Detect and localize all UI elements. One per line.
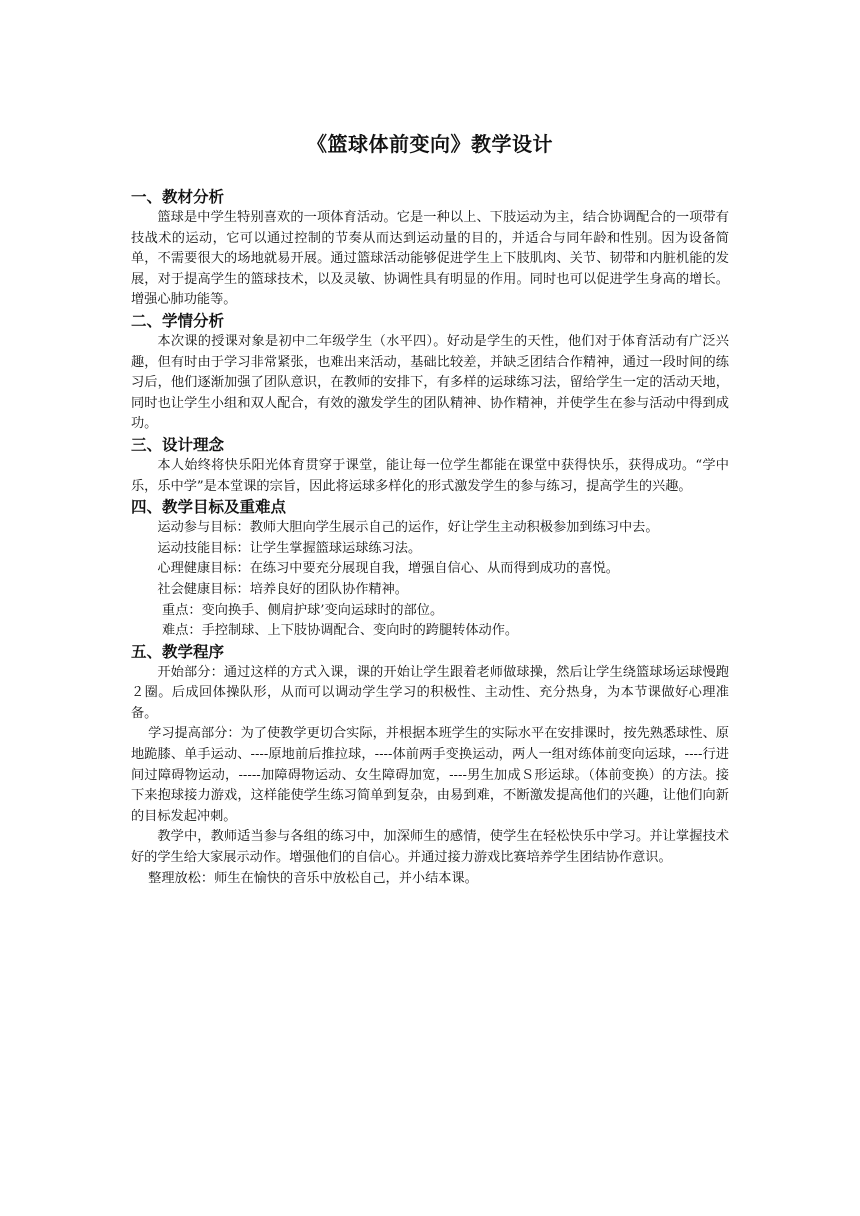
goal-skill: 运动技能目标：让学生掌握篮球运球练习法。 [157, 540, 422, 556]
key-point: 重点：变向换手、侧肩护球’变向运球时的部位。 [162, 602, 444, 618]
document-body [131, 128, 729, 889]
goal-mental-health: 心理健康目标：在练习中要充分展现自我，增强自信心、从而得到成功的喜悦。 [157, 561, 619, 577]
section-heading-student-analysis: 二、学情分析 [131, 311, 225, 330]
goal-participation: 运动参与目标：教师大胆向学生展示自己的运作，好让学生主动积极参加到练习中去。 [157, 520, 659, 536]
procedure-learning-paragraph: 学习提高部分：为了使教学更切合实际，并根据本班学生的实际水平在安排课时，按先熟悉球性、原地跪膝、单手运动、----原地前后推拉球，----体前两手变换运动，两人一组对练体前变向运球，----行进间过障碍物运动，-----加障碍物运动、女生障碍加宽，----男生加成Ｓ形运球。（体前变换）的方法。接下来抱球接力游戏，这样能使学生练习简单到复杂，由易到难，不断激发提高他们的兴趣，让他们向新的目标发起冲刺。 [131, 726, 729, 824]
section-heading-textbook-analysis: 一、教材分析 [131, 188, 225, 206]
difficult-point: 难点：手控制球、上下肢协调配合、变向时的跨腿转体动作。 [162, 623, 519, 639]
student-analysis-paragraph: 本次课的授课对象是初中二年级学生（水平四）。好动是学生的天性，他们对于体育活动有广泛兴趣，但有时由于学习非常紧张，也难出来活动，基础比较差，并缺乏团结合作精神，通过一段时间的练习后，他们逐渐加强了团队意识，在教师的安排下，有多样的运球练习法，留给学生一定的活动天地，同时也让学生小组和双人配合，有效的激发学生的团队精神、协作精神，并使学生在参与活动中得到成功。 [131, 333, 729, 432]
design-concept-paragraph: 本人始终将快乐阳光体育贯穿于课堂，能让每一位学生都能在课堂中获得快乐，获得成功。“学中乐，乐中学”是本堂课的宗旨，因此将运球多样化的形式激发学生的参与练习，提高学生的兴趣。 [131, 457, 729, 494]
procedure-cooldown-paragraph: 整理放松：师生在愉快的音乐中放松自己，并小结本课。 [148, 870, 478, 886]
section-heading-design-concept: 三、设计理念 [131, 435, 225, 454]
section-heading-teaching-goals: 四、教学目标及重难点 [131, 498, 287, 517]
procedure-teaching-paragraph: 教学中，教师适当参与各组的练习中，加深师生的感情，使学生在轻松快乐中学习。并让掌握技术好的学生给大家展示动作。增强他们的自信心。并通过接力游戏比赛培养学生团结协作意识。 [131, 829, 729, 866]
section-heading-teaching-procedure: 五、教学程序 [131, 642, 225, 661]
document-title: 《篮球体前变向》教学设计 [307, 132, 553, 156]
textbook-analysis-paragraph: 篮球是中学生特别喜欢的一项体育活动。它是一种以上、下肢运动为主，结合协调配合的一项带有技战术的运动，它可以通过控制的节奏从而达到运动量的目的，并适合与同年龄和性别。因为设备简单，不需要很大的场地就易开展。通过篮球活动能够促进学生上下肢肌肉、关节、韧带和内脏机能的发展，对于提高学生的篮球技术，以及灵敏、协调性具有明显的作用。同时也可以促进学生身高的增长。增强心肺功能等。 [131, 210, 729, 308]
procedure-opening-paragraph: 开始部分：通过这样的方式入课，课的开始让学生跟着老师做球操，然后让学生绕篮球场运球慢跑２圈。后成回体操队形，从而可以调动学生学习的积极性、主动性、充分热身，为本节课做好心理准备。 [131, 664, 729, 721]
goal-social-health: 社会健康目标：培养良好的团队协作精神。 [157, 581, 408, 597]
